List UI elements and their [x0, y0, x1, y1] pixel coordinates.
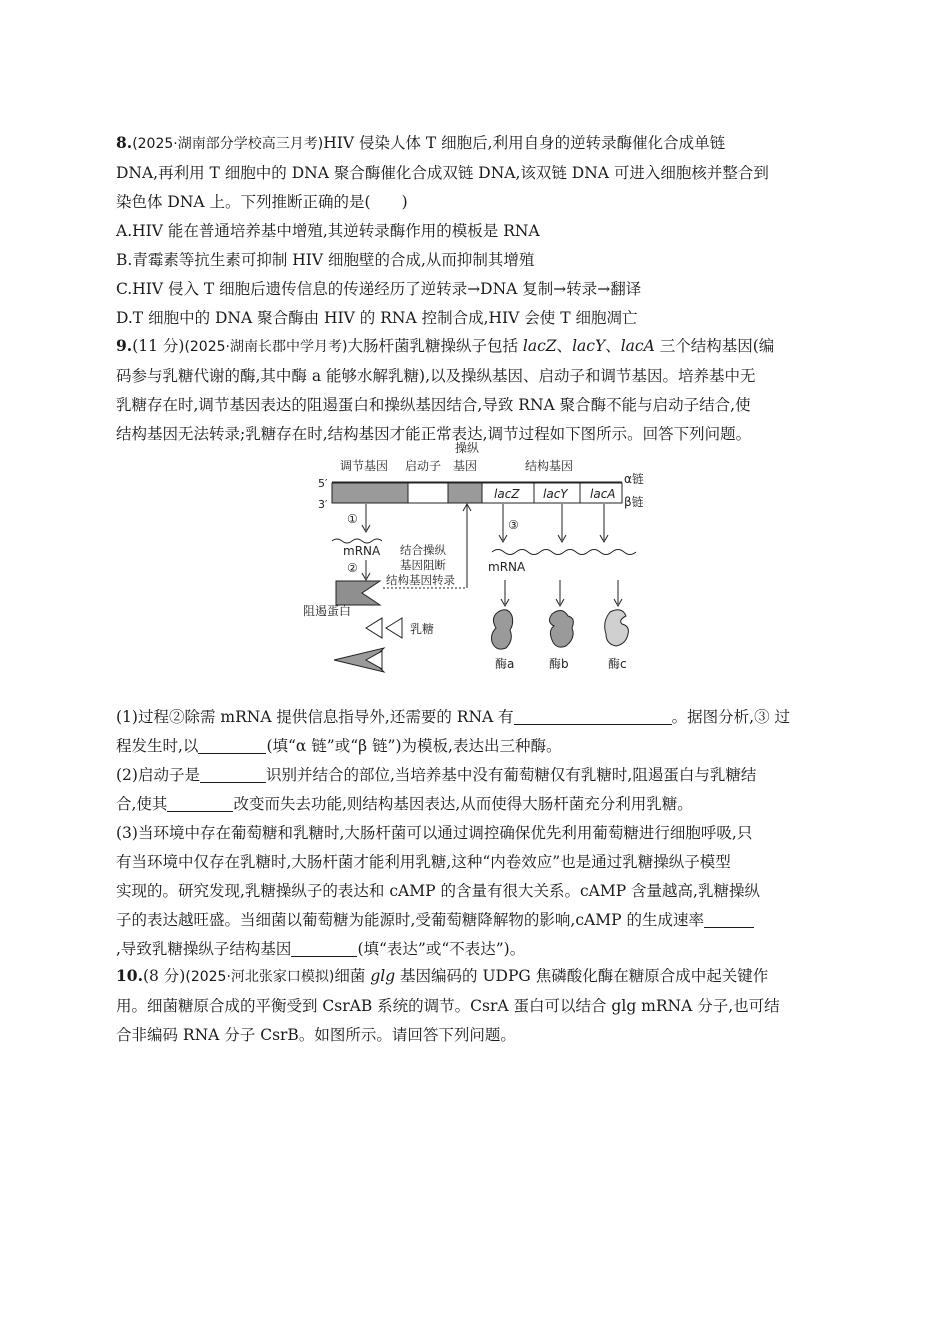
sub1-text: 程发生时,以: [116, 737, 199, 755]
promoter-segment: [408, 483, 448, 503]
q8-option-d: D.T 细胞中的 DNA 聚合酶由 HIV 的 RNA 控制合成,HIV 会使 T 细胞凋亡: [116, 309, 638, 327]
label-promoter: 启动子: [405, 459, 442, 473]
lactose-triangle-1: [366, 618, 382, 638]
q10-number: 10.: [116, 966, 143, 985]
sub3-text: ,导致乳糖操纵子结构基因: [116, 940, 292, 958]
sub3-text: 子的表达越旺盛。当细菌以葡萄糖为能源时,受葡萄糖降解物的影响,cAMP 的生成速率: [116, 911, 704, 929]
sub1-text: (1)过程②除需 mRNA 提供信息指导外,还需要的 RNA 有: [116, 708, 514, 726]
q10-stem-text: 基因编码的 UDPG 焦磷酸化酶在糖原合成中起关键作: [395, 967, 769, 985]
q10-score: (8 分): [142, 967, 186, 985]
enzyme-b-label: 酶b: [549, 657, 569, 671]
enzyme-c-label: 酶c: [608, 657, 627, 671]
q8-stem-line-2: DNA,再利用 T 细胞中的 DNA 聚合酶催化合成双链 DNA,该双链 DNA 可进入细胞核并整合到: [116, 164, 769, 182]
q9-number: 9.: [116, 336, 133, 355]
label-alpha-strand: α链: [624, 472, 644, 486]
label-operator-line-2: 基因: [453, 459, 478, 473]
sub3-line-2: 有当环境中仅存在乳糖时,大肠杆菌才能利用乳糖,这种“内卷效应”也是通过乳糖操纵子模型: [116, 853, 731, 871]
sub1-text: (填“α 链”或“β 链”)为模板,表达出三种酶。: [266, 737, 562, 755]
label-structural-genes: 结构基因: [525, 459, 574, 473]
q8-source: (2025·湖南部分学校高三月考): [132, 136, 324, 152]
q8-stem-line-3: 染色体 DNA 上。下列推断正确的是( ): [116, 193, 408, 211]
note-line-3: 结构基因转录: [386, 573, 455, 587]
mrna-label-right: mRNA: [488, 560, 526, 574]
q10-stem-text: 细菌: [334, 967, 371, 985]
gene-lacy: lacY: [572, 337, 606, 355]
mrna-wave-left: [332, 539, 382, 543]
q9-subquestions: [116, 703, 832, 964]
answer-blank-6[interactable]: [291, 938, 357, 957]
sub3-line-1: (3)当环境中存在葡萄糖和乳糖时,大肠杆菌可以通过调控确保优先利用葡萄糖进行细胞呼吸,只: [116, 824, 753, 842]
label-operator-line-1: 操纵: [455, 441, 480, 455]
q8-option-c: C.HIV 侵入 T 细胞后遗传信息的传递经历了逆转录→DNA 复制→转录→翻译: [116, 280, 642, 298]
separator: 、: [556, 337, 573, 355]
step-3-label: ③: [508, 518, 519, 532]
gene-laca: lacA: [620, 337, 655, 355]
regulator-gene-segment: [332, 483, 408, 503]
sub2-text: (2)启动子是: [116, 766, 200, 784]
lacy-label: lacY: [543, 487, 568, 501]
note-line-2: 基因阻断: [400, 558, 446, 572]
sub2-text: 改变而失去功能,则结构基因表达,从而使得大肠杆菌充分利用乳糖。: [233, 795, 693, 813]
enzyme-c-shape: [605, 610, 629, 646]
q9-stem-line-2: 码参与乳糖代谢的酶,其中酶 a 能够水解乳糖),以及操纵基因、启动子和调节基因。培养基中无: [116, 367, 756, 385]
gene-glg: glg: [370, 967, 396, 985]
q9-score: (11 分): [132, 337, 185, 355]
q8-number: 8.: [116, 133, 133, 152]
sub2-text: 识别并结合的部位,当培养基中没有葡萄糖仅有乳糖时,阻遏蛋白与乳糖结: [265, 766, 757, 784]
q10-stem-line-3: 合非编码 RNA 分子 CsrB。如图所示。请回答下列问题。: [116, 1026, 516, 1044]
note-line-1: 结合操纵: [400, 543, 446, 557]
lactose-label: 乳糖: [410, 622, 435, 636]
q9-stem-text: 大肠杆菌乳糖操纵子包括: [347, 337, 523, 355]
step-2-label: ②: [347, 561, 358, 575]
mrna-label-left: mRNA: [343, 544, 381, 558]
sub2-text: 合,使其: [116, 795, 168, 813]
label-3-prime: 3′: [318, 498, 328, 511]
label-beta-strand: β链: [624, 495, 644, 509]
enzyme-b-shape: [549, 610, 573, 647]
enzyme-a-label: 酶a: [495, 657, 515, 671]
q8-option-a: A.HIV 能在普通培养基中增殖,其逆转录酶作用的模板是 RNA: [116, 222, 540, 240]
answer-blank-4[interactable]: [167, 793, 233, 812]
repressor-protein-shape: [336, 581, 380, 605]
q8-option-b: B.青霉素等抗生素可抑制 HIV 细胞壁的合成,从而抑制其增殖: [116, 251, 535, 269]
answer-blank-5[interactable]: [704, 909, 754, 928]
operator-segment: [448, 483, 482, 503]
label-regulator-gene: 调节基因: [340, 459, 389, 473]
q10-source: (2025·河北张家口模拟): [185, 969, 335, 985]
question-10: [116, 961, 832, 1050]
sub3-line-3: 实现的。研究发现,乳糖操纵子的表达和 cAMP 的含量有很大关系。cAMP 含量越高,乳糖操纵: [116, 882, 760, 900]
q9-source: (2025·湖南长郡中学月考): [184, 339, 348, 355]
answer-blank-1[interactable]: [514, 706, 672, 725]
repressor-label: 阻遏蛋白: [303, 604, 352, 618]
q9-stem-line-3: 乳糖存在时,调节基因表达的阻遏蛋白和操纵基因结合,导致 RNA 聚合酶不能与启动子结合,使: [116, 396, 751, 414]
lactose-triangle-2: [386, 618, 402, 638]
enzyme-a-shape: [492, 610, 513, 649]
q10-stem-line-2: 用。细菌糖原合成的平衡受到 CsrAB 系统的调节。CsrA 蛋白可以结合 glg mRNA 分子,也可结: [116, 997, 780, 1015]
separator: 、: [605, 337, 621, 355]
gene-lacz: lacZ: [522, 337, 557, 355]
answer-blank-2[interactable]: [198, 735, 266, 754]
q9-stem-line-4: 结构基因无法转录;乳糖存在时,结构基因才能正常表达,调节过程如下图所示。回答下列问题。: [116, 425, 752, 443]
sub1-text: 。据图分析,③ 过: [671, 708, 791, 726]
q9-stem-text: 三个结构基因(编: [654, 337, 775, 355]
step-1-label: ①: [347, 512, 358, 526]
mrna-wave-right: [492, 550, 636, 555]
sub3-text: (填“表达”或“不表达”)。: [357, 940, 526, 958]
answer-blank-3[interactable]: [200, 764, 266, 783]
q8-stem-line-1: HIV 侵染人体 T 细胞后,利用自身的逆转录酶催化合成单链: [323, 134, 726, 152]
label-5-prime: 5′: [318, 477, 328, 490]
laca-label: lacA: [590, 487, 616, 501]
lacz-label: lacZ: [494, 487, 520, 501]
